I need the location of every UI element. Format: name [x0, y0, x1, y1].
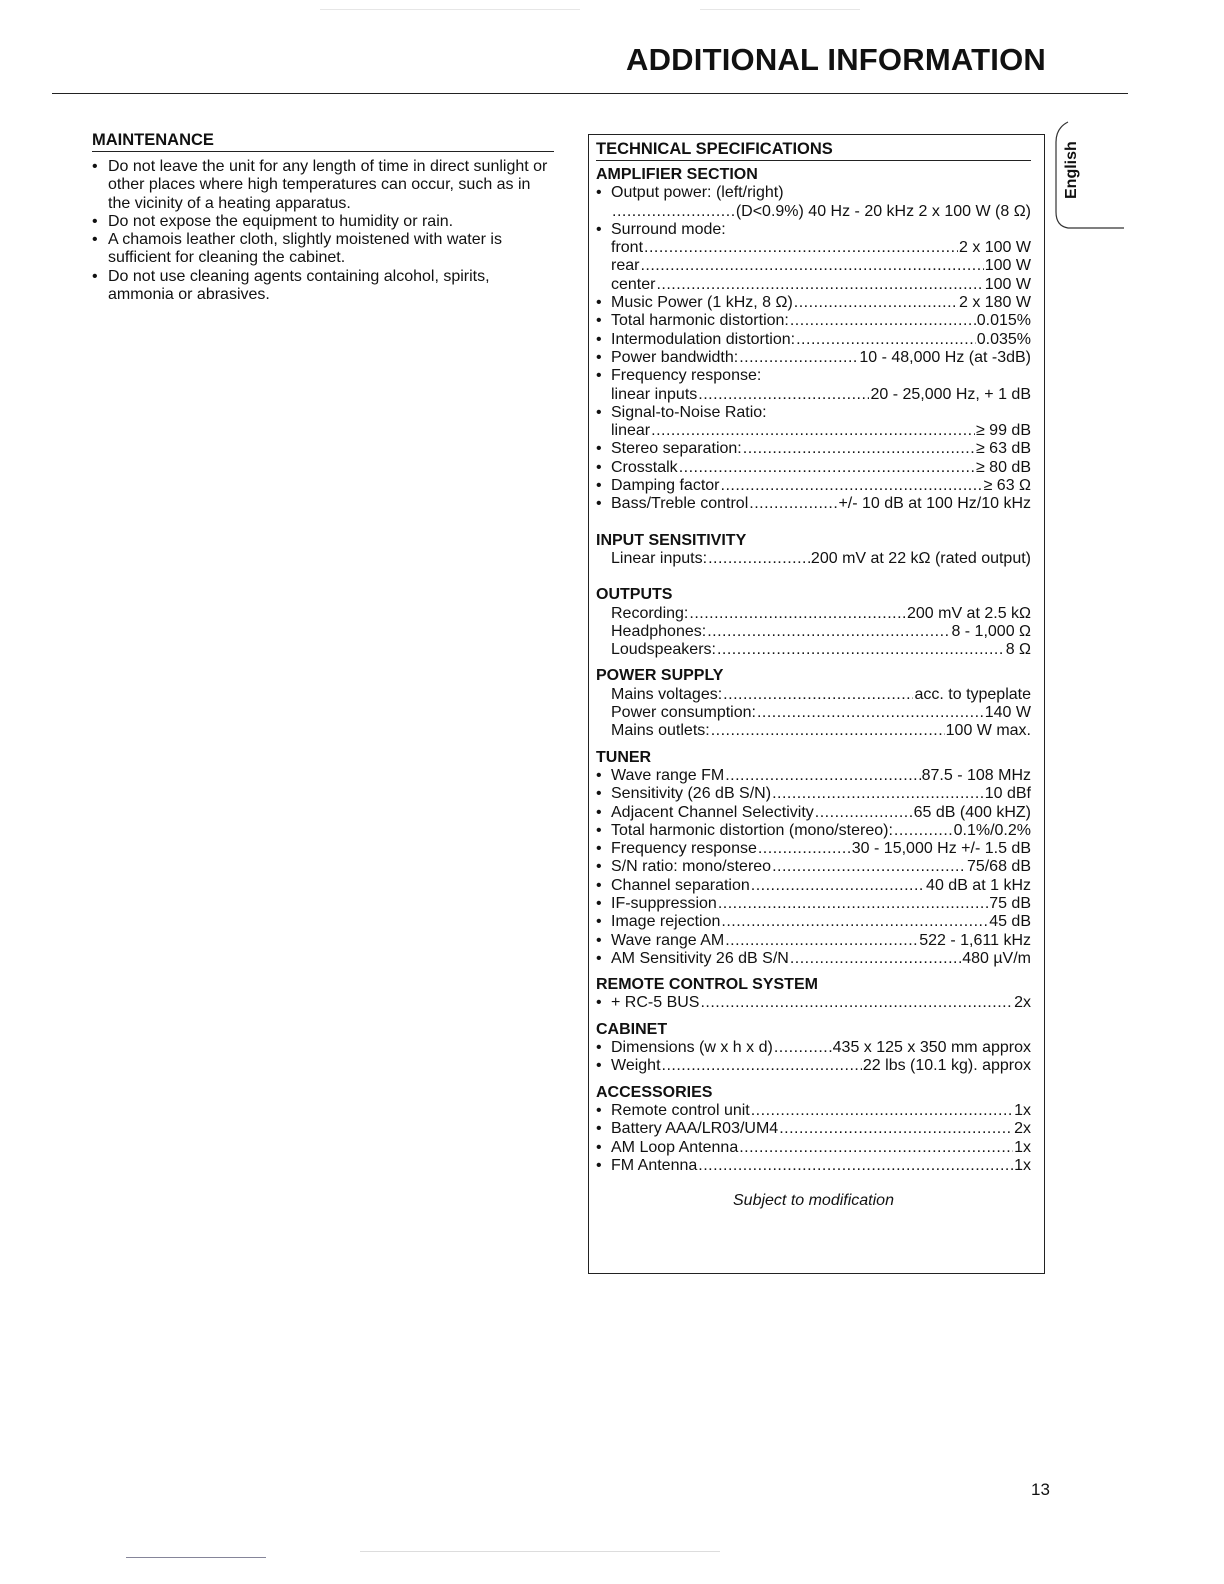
- footnote: Subject to modification: [733, 1192, 894, 1210]
- spec-row: • Stereo separation: ..... ≥ 63 dB: [596, 440, 1031, 458]
- spec-value: 75 dB: [989, 894, 1031, 912]
- spec-row: [596, 641, 1031, 659]
- spec-label: Intermodulation distortion:: [611, 330, 796, 348]
- spec-value: 45 dB: [989, 913, 1031, 931]
- spec-value: 200 mV at 22 kΩ (rated output): [810, 549, 1031, 567]
- leader-dots: [739, 1139, 1013, 1157]
- spec-row: • Crosstalk ..... ≥ 80 dB: [596, 459, 1031, 477]
- spec-label: Dimensions (w x h x d): [611, 1039, 773, 1057]
- input-sensitivity-heading: INPUT SENSITIVITY: [596, 531, 747, 549]
- list-item: • Do not expose the equipment to humidity or rain.: [92, 213, 554, 231]
- spacer: [596, 741, 1031, 749]
- spec-value: 65 dB (400 kHZ): [913, 803, 1031, 821]
- spec-value: 200 mV at 2.5 kΩ: [906, 604, 1031, 622]
- leader-dots: [612, 203, 735, 221]
- spec-label: Frequency response:: [611, 367, 762, 385]
- spec-row: • Channel separation ..... 40 dB at 1 kHz: [596, 877, 1031, 895]
- leader-dots: [751, 1102, 1013, 1120]
- cabinet-heading: CABINET: [596, 1020, 668, 1038]
- spec-value: 0.1%/0.2%: [953, 821, 1031, 839]
- remote-control-heading: REMOTE CONTROL SYSTEM: [596, 976, 818, 994]
- spec-label: Adjacent Channel Selectivity: [611, 803, 814, 821]
- spec-row: • Battery AAA/LR03/UM4 ..... 2x: [596, 1120, 1031, 1138]
- leader-dots: [796, 331, 976, 349]
- spec-label: Recording:: [611, 604, 689, 622]
- spec-value: 10 dBf: [984, 785, 1031, 803]
- leader-dots: [689, 605, 906, 623]
- power-supply-heading: POWER SUPPLY: [596, 667, 724, 685]
- spec-row: • Damping factor ..... ≥ 63 Ω: [596, 477, 1031, 495]
- spec-label: Surround mode:: [611, 220, 726, 238]
- spacer: [596, 514, 1031, 532]
- spec-row: [596, 276, 1031, 294]
- spec-row: • S/N ratio: mono/stereo ..... 75/68 dB: [596, 858, 1031, 876]
- spec-value: ≥ 80 dB: [975, 458, 1031, 476]
- leader-dots: [644, 239, 958, 257]
- leader-dots: [894, 822, 953, 840]
- spec-row: • Music Power (1 kHz, 8 Ω) ..... 2 x 180 W: [596, 294, 1031, 312]
- spec-label: Loudspeakers:: [611, 641, 716, 659]
- leader-dots: [721, 913, 988, 931]
- language-tab-label: English: [1063, 141, 1080, 199]
- tuner-heading: TUNER: [596, 748, 652, 766]
- leader-dots: [749, 495, 837, 513]
- technical-specifications-box: [588, 134, 1045, 1274]
- spec-value: 100 W: [984, 275, 1031, 293]
- spec-row: [596, 704, 1031, 722]
- leader-dots: [700, 994, 1013, 1012]
- spec-row: • Dimensions (w x h x d) ..... 435 x 125 x 350 mm approx: [596, 1039, 1031, 1057]
- leader-dots: [743, 440, 975, 458]
- spec-row: • Adjacent Channel Selectivity ..... 65 dB (400 kHZ): [596, 804, 1031, 822]
- spec-label: FM Antenna: [611, 1156, 698, 1174]
- list-item: • A chamois leather cloth, slightly moistened with water is sufficient for cleaning the cabinet.: [92, 231, 554, 268]
- spec-row: [596, 550, 1031, 568]
- spec-row: • FM Antenna ..... 1x: [596, 1157, 1031, 1175]
- leader-dots: [790, 312, 976, 330]
- leader-dots: [698, 386, 869, 404]
- spec-value: 20 - 25,000 Hz, + 1 dB: [870, 385, 1031, 403]
- spec-label: Frequency response: [611, 840, 757, 858]
- spec-label: Music Power (1 kHz, 8 Ω): [611, 294, 793, 312]
- leader-dots: [815, 804, 913, 822]
- spec-label: S/N ratio: mono/stereo: [611, 858, 772, 876]
- page-number: 13: [1031, 1480, 1050, 1499]
- spec-value: 8 - 1,000 Ω: [951, 622, 1031, 640]
- leader-dots: [739, 349, 858, 367]
- maintenance-list: [92, 158, 554, 304]
- spacer: [596, 659, 1031, 667]
- spec-value: 75/68 dB: [966, 858, 1031, 876]
- spec-row: • Frequency response ..... 30 - 15,000 Hz +/- 1.5 dB: [596, 840, 1031, 858]
- spec-label: Signal-to-Noise Ratio:: [611, 403, 767, 421]
- spec-row: • AM Loop Antenna ..... 1x: [596, 1139, 1031, 1157]
- spec-value: 8 Ω: [1005, 641, 1031, 659]
- spec-row: • Wave range FM ..... 87.5 - 108 MHz: [596, 767, 1031, 785]
- spec-row: [596, 386, 1031, 404]
- spec-value: 10 - 48,000 Hz (at -3dB): [859, 348, 1031, 366]
- leader-dots: [723, 686, 913, 704]
- spec-label: Total harmonic distortion (mono/stereo):: [611, 821, 893, 839]
- spec-label: Power bandwidth:: [611, 348, 739, 366]
- leader-dots: [721, 477, 983, 495]
- spec-value: 522 - 1,611 kHz: [919, 931, 1031, 949]
- spec-value: 480 µV/m: [962, 949, 1031, 967]
- spec-row: • Weight ..... 22 lbs (10.1 kg). approx: [596, 1057, 1031, 1075]
- spec-label: Total harmonic distortion:: [611, 312, 789, 330]
- leader-dots: [640, 257, 983, 275]
- title-rule: [52, 93, 1128, 94]
- spec-label: Linear inputs:: [611, 549, 708, 567]
- leader-dots: [725, 767, 920, 785]
- spec-label: Remote control unit: [611, 1101, 750, 1119]
- list-item: • Do not use cleaning agents containing alcohol, spirits, ammonia or abrasives.: [92, 268, 554, 305]
- leader-dots: [757, 704, 984, 722]
- page-title: ADDITIONAL INFORMATION: [626, 42, 1046, 77]
- leader-dots: [698, 1157, 1013, 1175]
- spec-label: Image rejection: [611, 913, 721, 931]
- spec-label: Weight: [611, 1057, 661, 1075]
- leader-dots: [708, 550, 810, 568]
- spec-label: Sensitivity (26 dB S/N): [611, 785, 772, 803]
- spec-value: 140 W: [984, 704, 1031, 722]
- spec-label: IF-suppression: [611, 894, 717, 912]
- spec-row: • Frequency response:: [596, 367, 762, 385]
- spec-label: center: [611, 275, 656, 293]
- spec-label: Wave range AM: [611, 931, 725, 949]
- spec-label: Damping factor: [611, 477, 720, 495]
- spec-label: AM Loop Antenna: [611, 1138, 739, 1156]
- spec-row: • Surround mode:: [596, 220, 726, 238]
- spec-row: [596, 686, 1031, 704]
- spec-label: Channel separation: [611, 876, 750, 894]
- spec-row: • Image rejection ..... 45 dB: [596, 913, 1031, 931]
- spec-row: [596, 203, 1031, 221]
- spec-label: AM Sensitivity 26 dB S/N: [611, 949, 789, 967]
- spec-value: 1x: [1014, 1101, 1031, 1119]
- spec-label: Output power: (left/right): [611, 184, 784, 202]
- spec-row: • Total harmonic distortion (mono/stereo): ..... 0.1%/0.2%: [596, 822, 1031, 840]
- spec-value: 1x: [1014, 1138, 1031, 1156]
- spec-value: 40 dB at 1 kHz: [926, 876, 1031, 894]
- spec-value: 435 x 125 x 350 mm approx: [832, 1039, 1031, 1057]
- spec-row: [596, 422, 1031, 440]
- spec-row: • Intermodulation distortion: ..... 0.035%: [596, 331, 1031, 349]
- spec-row: • Bass/Treble control ..... +/- 10 dB at 100 Hz/10 kHz: [596, 495, 1031, 513]
- spec-row: [596, 257, 1031, 275]
- accessories-heading: ACCESSORIES: [596, 1083, 713, 1101]
- spec-label: Power consumption:: [611, 704, 756, 722]
- spec-value: 1x: [1014, 1156, 1031, 1174]
- spec-value: (D<0.9%) 40 Hz - 20 kHz 2 x 100 W (8 Ω): [735, 202, 1031, 220]
- spec-value: ≥ 63 Ω: [983, 477, 1031, 495]
- leader-dots: [779, 1120, 1013, 1138]
- leader-dots: [751, 877, 925, 895]
- spec-row: • Total harmonic distortion: ..... 0.015%: [596, 312, 1031, 330]
- spec-value: +/- 10 dB at 100 Hz/10 kHz: [838, 495, 1031, 513]
- spec-row: • Output power: (left/right): [596, 184, 784, 202]
- spec-row: • Power bandwidth: ..... 10 - 48,000 Hz (at -3dB): [596, 349, 1031, 367]
- leader-dots: [794, 294, 958, 312]
- leader-dots: [707, 623, 950, 641]
- spec-value: 2x: [1014, 994, 1031, 1012]
- spec-row: • Sensitivity (26 dB S/N) ..... 10 dBf: [596, 785, 1031, 803]
- spec-label: front: [611, 239, 644, 257]
- leader-dots: [718, 895, 988, 913]
- leader-dots: [725, 932, 918, 950]
- specifications-title: TECHNICAL SPECIFICATIONS: [596, 140, 1031, 161]
- spec-label: Mains outlets:: [611, 722, 710, 740]
- spec-row: • Signal-to-Noise Ratio:: [596, 403, 767, 421]
- spacer: [596, 568, 1031, 586]
- maintenance-heading: MAINTENANCE: [92, 131, 554, 152]
- spacer: [596, 968, 1031, 976]
- leader-dots: [651, 422, 975, 440]
- list-item: • Do not leave the unit for any length of time in direct sunlight or other places where high temperatures can occur, such as in the vicinity of a heating apparatus.: [92, 158, 554, 213]
- leader-dots: [758, 840, 851, 858]
- spec-label: linear inputs: [611, 385, 698, 403]
- maintenance-section: [92, 131, 554, 304]
- spec-value: 2 x 100 W: [958, 239, 1031, 257]
- spec-row: • AM Sensitivity 26 dB S/N ..... 480 µV/m: [596, 950, 1031, 968]
- leader-dots: [711, 722, 945, 740]
- outputs-heading: OUTPUTS: [596, 586, 673, 604]
- spec-value: 100 W max.: [945, 722, 1031, 740]
- spec-row: [596, 239, 1031, 257]
- spec-label: rear: [611, 257, 640, 275]
- spec-value: 100 W: [984, 257, 1031, 275]
- spec-value: ≥ 99 dB: [975, 422, 1031, 440]
- spec-row: • IF-suppression ..... 75 dB: [596, 895, 1031, 913]
- leader-dots: [772, 785, 984, 803]
- spec-value: acc. to typeplate: [914, 685, 1031, 703]
- spec-value: 2x: [1014, 1120, 1031, 1138]
- spec-value: 22 lbs (10.1 kg). approx: [862, 1057, 1031, 1075]
- spec-row: [596, 722, 1031, 740]
- spec-label: Mains voltages:: [611, 685, 723, 703]
- leader-dots: [790, 950, 961, 968]
- leader-dots: [774, 1039, 832, 1057]
- spec-label: Stereo separation:: [611, 440, 742, 458]
- spec-label: Crosstalk: [611, 458, 678, 476]
- spec-value: ≥ 63 dB: [975, 440, 1031, 458]
- spec-label: Battery AAA/LR03/UM4: [611, 1120, 779, 1138]
- spec-value: 87.5 - 108 MHz: [921, 766, 1031, 784]
- spec-value: 0.035%: [976, 330, 1031, 348]
- spec-value: 2 x 180 W: [958, 294, 1031, 312]
- leader-dots: [656, 276, 983, 294]
- spec-row: • Wave range AM ..... 522 - 1,611 kHz: [596, 932, 1031, 950]
- spec-label: + RC-5 BUS: [611, 994, 700, 1012]
- spec-value: 30 - 15,000 Hz +/- 1.5 dB: [851, 840, 1031, 858]
- leader-dots: [717, 641, 1005, 659]
- spec-label: Wave range FM: [611, 766, 725, 784]
- spec-row: • + RC-5 BUS ..... 2x: [596, 994, 1031, 1012]
- spec-row: [596, 623, 1031, 641]
- leader-dots: [772, 858, 966, 876]
- spec-row: • Remote control unit ..... 1x: [596, 1102, 1031, 1120]
- spacer: [596, 1013, 1031, 1021]
- leader-dots: [679, 459, 975, 477]
- spec-label: linear: [611, 422, 651, 440]
- spec-label: Headphones:: [611, 622, 707, 640]
- spacer: [596, 1076, 1031, 1084]
- spec-label: Bass/Treble control: [611, 495, 749, 513]
- leader-dots: [662, 1057, 862, 1075]
- spec-value: 0.015%: [976, 312, 1031, 330]
- spec-row: [596, 605, 1031, 623]
- amplifier-heading: AMPLIFIER SECTION: [596, 166, 758, 183]
